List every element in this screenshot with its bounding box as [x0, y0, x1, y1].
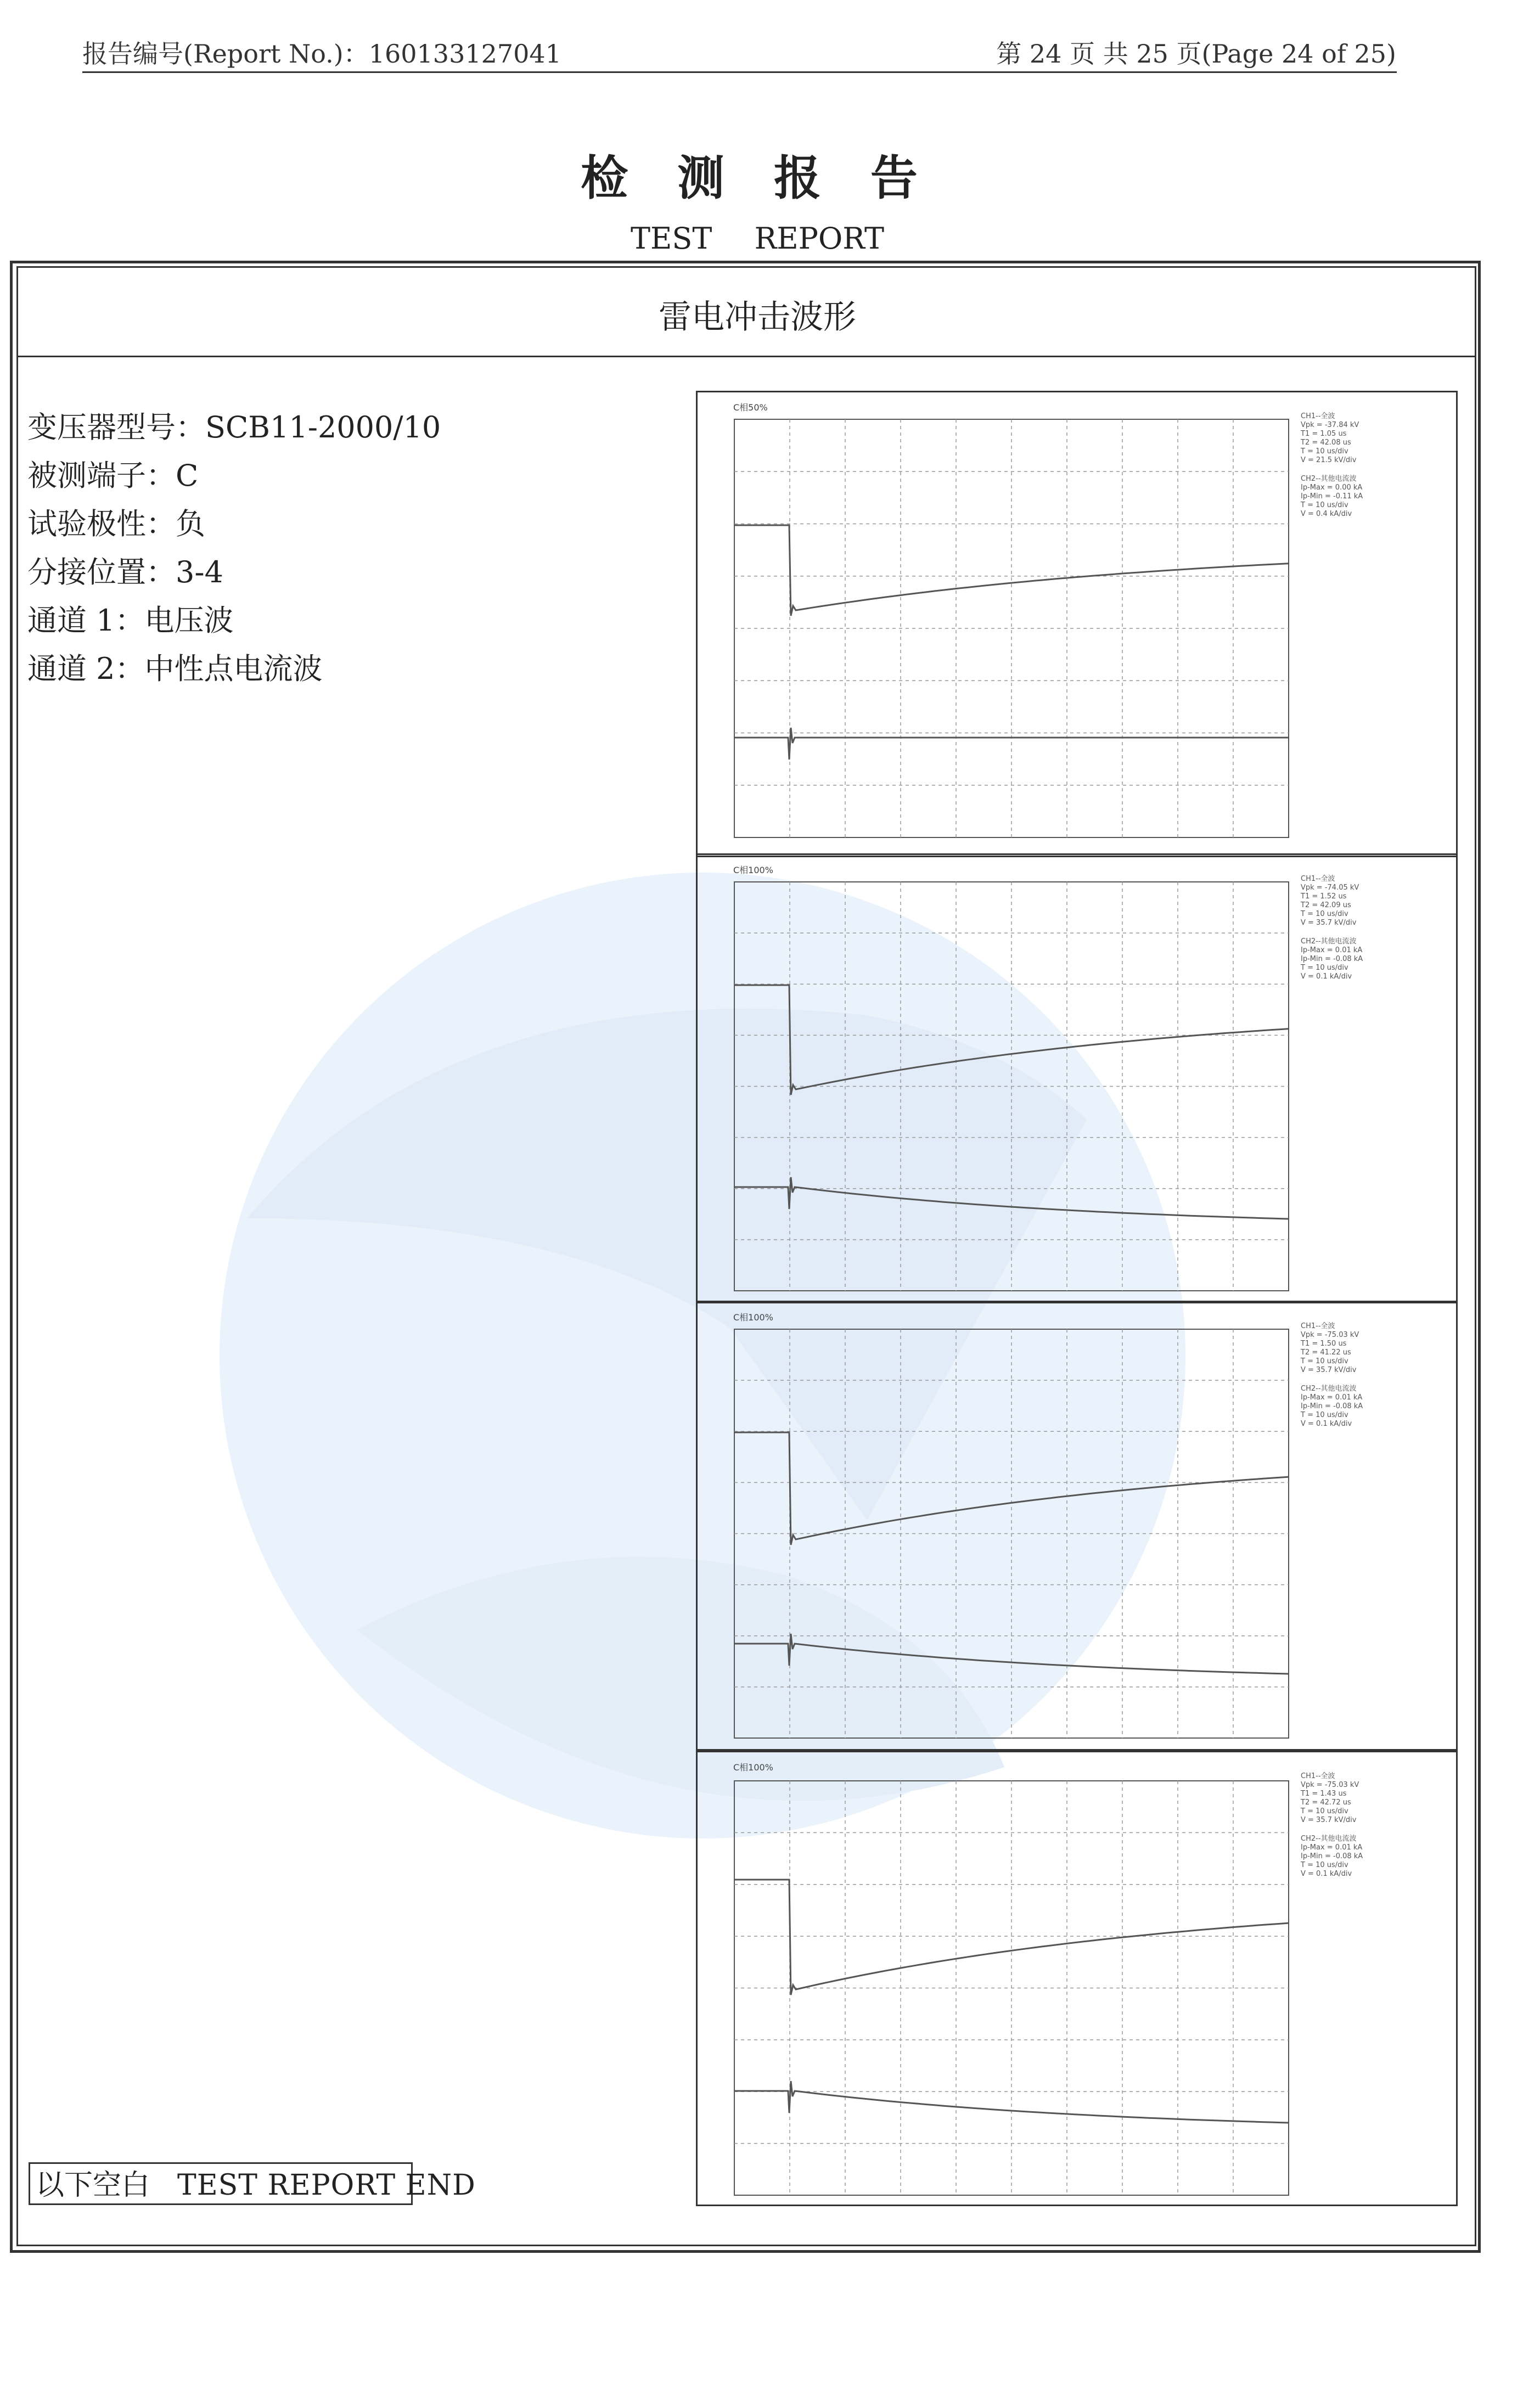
oscillogram-4: [696, 1751, 1458, 2206]
tap-position: 分接位置：3-4: [27, 555, 223, 589]
tested-terminal: 被测端子：C: [27, 458, 199, 493]
ch1-measurement: T = 10 us/div: [1301, 1807, 1348, 1815]
ch1-measurement: Vpk = -75.03 kV: [1301, 1781, 1359, 1789]
report-title-en: TEST REPORT: [630, 221, 885, 256]
ch2-measurement: Ip-Min = -0.08 kA: [1301, 1852, 1363, 1860]
report-number: 报告编号(Report No.)：160133127041: [82, 39, 561, 69]
ch1-measurement: T1 = 1.43 us: [1301, 1790, 1347, 1798]
oscillogram-2: [696, 853, 1458, 1303]
ch2-measurement: Ip-Min = -0.08 kA: [1301, 955, 1363, 963]
ch1-measurement: T2 = 42.08 us: [1301, 438, 1351, 447]
end-note-cn: 以下空白: [36, 2169, 150, 2202]
ch2-measurement: CH2--其他电流波: [1301, 475, 1357, 483]
section-divider: [16, 356, 1476, 357]
ch1-measurement: CH1--全波: [1301, 1322, 1335, 1330]
ch2-measurement: T = 10 us/div: [1301, 501, 1348, 509]
ch2-measurement: V = 0.1 kA/div: [1301, 972, 1352, 981]
ch2-measurement: CH2--其他电流波: [1301, 1385, 1357, 1393]
channel-2-desc: 通道 2：中性点电流波: [27, 651, 323, 686]
ch1-measurement: T = 10 us/div: [1301, 447, 1348, 456]
ch2-measurement: Ip-Max = 0.01 kA: [1301, 946, 1363, 954]
ch2-measurement: Ip-Min = -0.08 kA: [1301, 1402, 1363, 1410]
oscillogram-label: C相100%: [733, 1312, 773, 1323]
ch1-measurement: T2 = 41.22 us: [1301, 1348, 1351, 1357]
ch1-voltage-trace: [734, 1880, 1289, 1995]
ch1-measurement: T1 = 1.52 us: [1301, 892, 1347, 901]
oscillogram-1: [696, 391, 1458, 857]
test-info: [27, 403, 441, 693]
ch1-measurement: V = 35.7 kV/div: [1301, 1816, 1357, 1824]
ch1-measurement: T2 = 42.72 us: [1301, 1798, 1351, 1807]
ch2-measurement: T = 10 us/div: [1301, 1411, 1348, 1419]
oscillogram-label: C相50%: [733, 402, 768, 413]
ch2-measurement: V = 0.4 kA/div: [1301, 510, 1352, 518]
ch1-measurement: CH1--全波: [1301, 412, 1335, 420]
ch1-measurement: T1 = 1.05 us: [1301, 430, 1347, 438]
ch1-measurement: Vpk = -75.03 kV: [1301, 1331, 1359, 1339]
ch2-current-trace: [734, 2081, 1289, 2123]
ch1-measurement: T = 10 us/div: [1301, 1357, 1348, 1365]
end-of-report-box: [29, 2162, 476, 2205]
ch1-measurement: V = 35.7 kV/div: [1301, 919, 1357, 927]
section-title: 雷电冲击波形: [659, 298, 856, 336]
report-title-cn: 检 测 报 告: [581, 150, 934, 206]
ch1-measurement: Vpk = -74.05 kV: [1301, 884, 1359, 892]
oscillogram-label: C相100%: [733, 1762, 773, 1773]
ch1-measurement: T2 = 42.09 us: [1301, 901, 1351, 909]
ch1-measurement: Vpk = -37.84 kV: [1301, 421, 1359, 429]
ch2-measurement: Ip-Min = -0.11 kA: [1301, 492, 1363, 501]
ch2-measurement: T = 10 us/div: [1301, 964, 1348, 972]
ch2-measurement: CH2--其他电流波: [1301, 937, 1357, 946]
page-info: 第 24 页 共 25 页(Page 24 of 25): [996, 39, 1396, 69]
ch1-measurement: CH1--全波: [1301, 875, 1335, 883]
test-polarity: 试验极性：负: [27, 507, 205, 541]
ch2-measurement: T = 10 us/div: [1301, 1861, 1348, 1869]
ch2-measurement: Ip-Max = 0.01 kA: [1301, 1843, 1363, 1852]
ch2-measurement: Ip-Max = 0.00 kA: [1301, 483, 1363, 492]
header-divider: [82, 71, 1397, 73]
ch1-measurement: T = 10 us/div: [1301, 910, 1348, 918]
transformer-model: 变压器型号：SCB11-2000/10: [27, 410, 441, 445]
oscillogram-label: C相100%: [733, 865, 773, 875]
ch1-measurement: CH1--全波: [1301, 1772, 1335, 1780]
oscillogram-3: [696, 1301, 1458, 1751]
ch2-measurement: Ip-Max = 0.01 kA: [1301, 1393, 1363, 1402]
ch1-measurement: V = 35.7 kV/div: [1301, 1366, 1357, 1374]
ch2-measurement: V = 0.1 kA/div: [1301, 1420, 1352, 1428]
channel-1-desc: 通道 1：电压波: [27, 603, 234, 638]
ch2-measurement: V = 0.1 kA/div: [1301, 1870, 1352, 1878]
end-note-en: TEST REPORT END: [177, 2169, 476, 2202]
ch1-measurement: T1 = 1.50 us: [1301, 1340, 1347, 1348]
ch2-measurement: CH2--其他电流波: [1301, 1835, 1357, 1843]
ch1-measurement: V = 21.5 kV/div: [1301, 456, 1357, 464]
